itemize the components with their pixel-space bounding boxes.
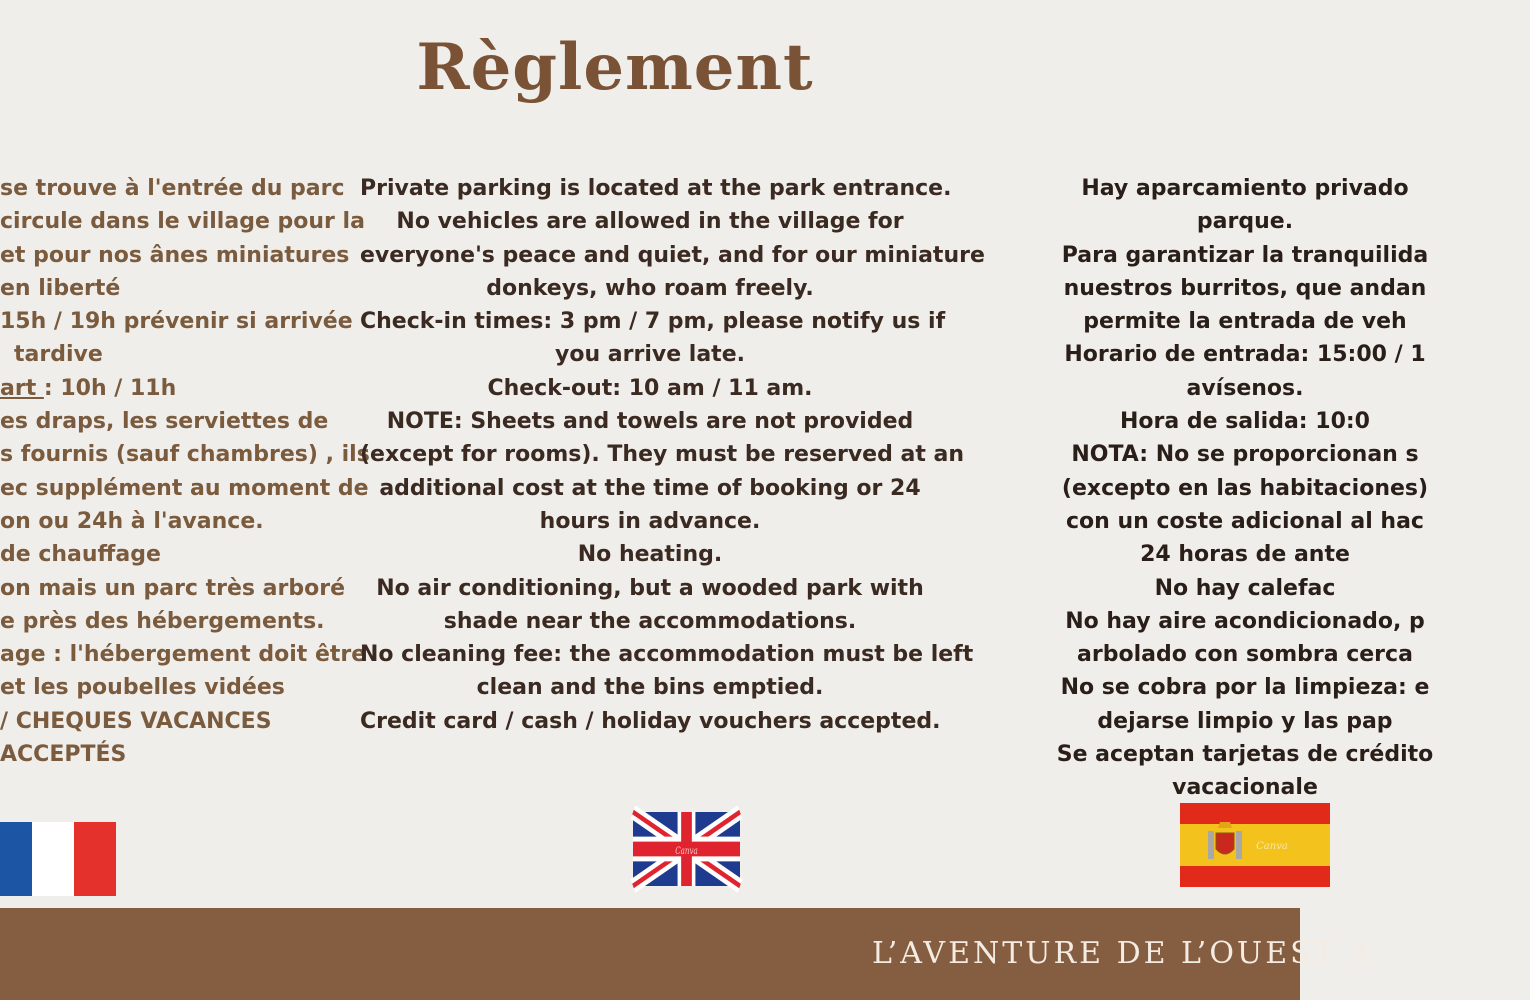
fr-line: se trouve à l'entrée du parc	[0, 176, 345, 201]
fr-line: en liberté	[0, 275, 121, 301]
en-line: donkeys, who roam freely.	[486, 275, 814, 301]
es-line: Se aceptan tarjetas de crédito	[1056, 742, 1434, 768]
es-line: permite la entrada de veh	[1083, 309, 1407, 335]
es-line: Hora de salida: 10:0	[1119, 409, 1370, 435]
en-line: No heating.	[577, 542, 723, 568]
fr-line: age : l'hébergement doit être	[0, 642, 367, 668]
fr-line: de chauffage	[0, 542, 161, 568]
en-line: No cleaning fee: the accommodation must be left	[360, 642, 974, 668]
es-line: No hay calefac	[1154, 575, 1336, 601]
es-line: avísenos.	[1186, 375, 1304, 401]
fr-line: s fournis (sauf chambres) , ils	[0, 442, 370, 468]
es-line: Horario de entrada: 15:00 / 1	[1064, 342, 1426, 368]
en-line: Private parking is located at the park entrance.	[360, 176, 952, 201]
english-rules-column	[360, 172, 985, 738]
fr-line: on mais un parc très arboré	[0, 575, 345, 601]
en-line: you arrive late.	[555, 342, 745, 368]
french-rules-column	[0, 172, 370, 771]
es-line: nuestros burritos, que andan	[1063, 275, 1427, 301]
fr-line: es draps, les serviettes de	[0, 409, 329, 435]
en-line: clean and the bins emptied.	[476, 675, 824, 701]
en-line: No air conditioning, but a wooded park with	[376, 575, 924, 601]
uk-flag-icon	[633, 812, 740, 886]
page-title: Règlement	[416, 30, 814, 105]
es-line: (excepto en las habitaciones)	[1061, 475, 1429, 501]
en-line: everyone's peace and quiet, and for our miniature	[360, 242, 985, 268]
spanish-rules-column	[960, 172, 1530, 805]
en-line: Check-in times: 3 pm / 7 pm, please notify us if	[360, 309, 946, 335]
en-line: Check-out: 10 am / 11 am.	[487, 375, 813, 401]
es-line: Hay aparcamiento privado	[1081, 176, 1409, 201]
en-line: No vehicles are allowed in the village for	[396, 209, 904, 235]
en-line: (except for rooms). They must be reserved at an	[360, 442, 965, 468]
uk-flag-watermark: Canva	[675, 845, 698, 858]
fr-line: e près des hébergements.	[0, 608, 325, 634]
fr-line: / CHEQUES VACANCES	[0, 708, 272, 734]
es-flag-watermark: Canva	[1256, 841, 1288, 852]
fr-line: et les poubelles vidées	[0, 675, 285, 701]
fr-line-rest: : 10h / 11h	[43, 375, 177, 401]
fr-line: on ou 24h à l'avance.	[0, 508, 264, 534]
french-flag-icon	[0, 822, 116, 896]
spanish-flag-icon	[1180, 803, 1330, 887]
es-line: vacacionale	[1172, 775, 1318, 801]
fr-line: ACCEPTÉS	[0, 742, 127, 768]
es-line: No se cobra por la limpieza: e	[1060, 675, 1430, 701]
fr-line: tardive	[14, 342, 103, 368]
en-line: Credit card / cash / holiday vouchers accepted.	[360, 708, 941, 734]
fr-line: 15h / 19h prévenir si arrivée	[0, 309, 353, 335]
es-line: dejarse limpio y las pap	[1097, 708, 1393, 734]
fr-line: et pour nos ânes miniatures	[0, 242, 350, 268]
es-line: parque.	[1196, 209, 1294, 235]
es-line: NOTA: No se proporcionan s	[1071, 442, 1419, 468]
fr-line: circule dans le village pour la	[0, 209, 365, 235]
es-line: arbolado con sombra cerca	[1077, 642, 1413, 668]
es-line: con un coste adicional al hac	[1066, 508, 1424, 534]
en-line: NOTE: Sheets and towels are not provided	[386, 409, 914, 435]
es-line: 24 horas de ante	[1140, 542, 1350, 568]
footer-text: L’AVENTURE DE L’OUEST A	[872, 936, 1374, 971]
en-line: additional cost at the time of booking or 24	[379, 475, 921, 501]
fr-line	[0, 372, 360, 405]
fr-line: ec supplément au moment de	[0, 475, 369, 501]
es-line: No hay aire acondicionado, p	[1065, 608, 1425, 634]
fr-underlined-word: art	[0, 375, 44, 401]
en-line: shade near the accommodations.	[443, 608, 857, 634]
es-line: Para garantizar la tranquilida	[1061, 242, 1429, 268]
footer-band	[0, 908, 1374, 1000]
en-line: hours in advance.	[539, 508, 761, 534]
